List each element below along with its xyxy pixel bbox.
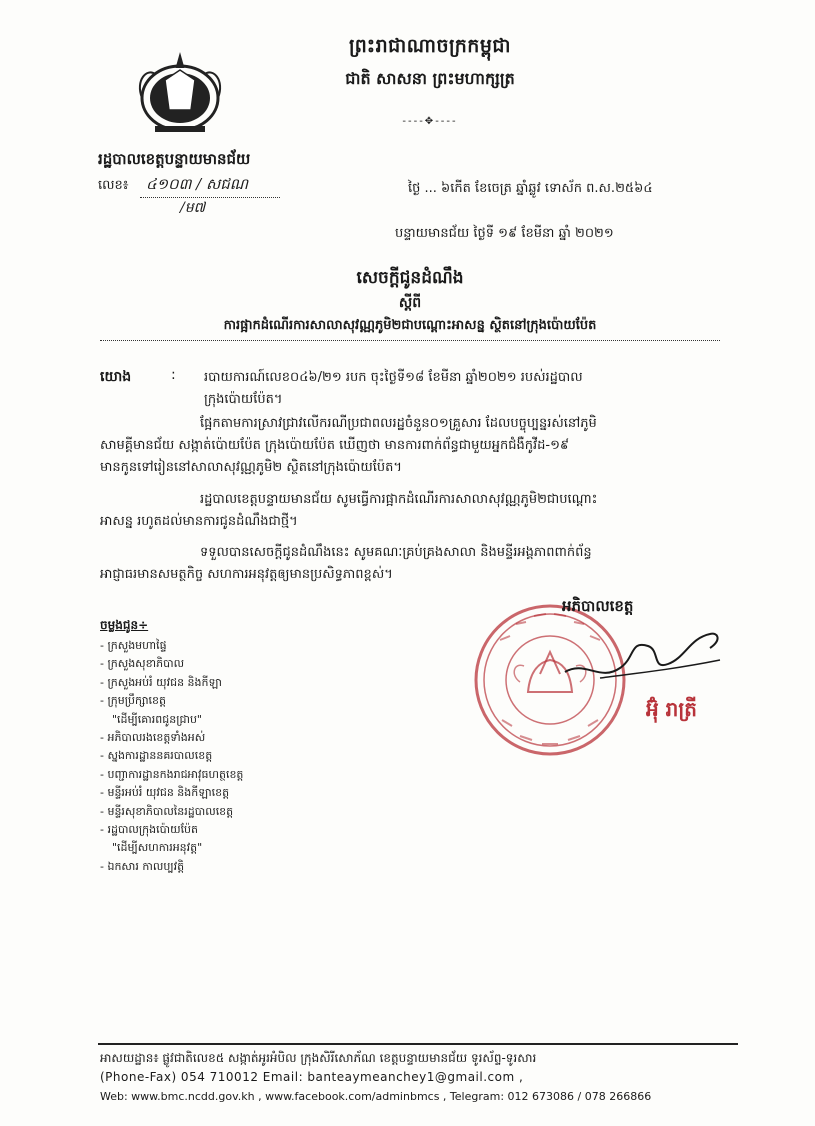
cc-item: - ឯកសារ កាលប្បវត្តិ xyxy=(100,859,185,873)
cc-item-note: "ដើម្បីសហការអនុវត្ត" xyxy=(112,841,203,855)
cc-label: ចម្លងជូន÷ xyxy=(100,618,149,632)
document-title: សេចក្ដីជូនដំណឹង xyxy=(356,268,464,288)
reference-handwritten-note: /ម៧ xyxy=(180,200,206,216)
paragraph-request xyxy=(100,542,740,586)
paragraph-reference xyxy=(100,367,740,411)
paragraph-decision xyxy=(100,489,740,533)
cc-item: - មន្ទីរសុខាភិបាលនៃរដ្ឋបាលខេត្ត xyxy=(100,804,234,818)
signer-title: អភិបាលខេត្ត xyxy=(562,597,634,615)
cc-item-note: "ដើម្បីគោរពជូនជ្រាប" xyxy=(112,712,202,726)
issuing-authority: រដ្ឋបាលខេត្តបន្ទាយមានជ័យ xyxy=(98,150,251,168)
cc-item: - បញ្ជាការដ្ឋានកងរាជអាវុធហត្ថខេត្ត xyxy=(100,767,244,781)
paragraph-line: ទទួលបានសេចក្ដីជូនដំណឹងនេះ សូមគណៈគ្រប់គ្រងសាលា និងមន្ទីរអង្គភាពពាក់ព័ន្ធ xyxy=(200,545,592,560)
handwritten-signature-icon xyxy=(560,620,730,690)
paragraph-findings xyxy=(100,413,740,479)
lunar-date: ថ្ងៃ ... ៦កើត ខែចេត្រ ឆ្នាំឆ្លូវ ទោស័ក ព.ស.២៥៦៤ xyxy=(408,181,653,196)
paragraph-line: មានកូនទៅរៀននៅសាលាសុវណ្ណភូមិ២ ស្ថិតនៅក្រុងប៉ោយប៉ែត។ xyxy=(100,460,402,475)
cc-item: - ក្រុមប្រឹក្សាខេត្ត xyxy=(100,694,167,708)
reference-number: ៤១០៣ / សជណ xyxy=(146,175,249,193)
header-ornament: ----✥---- xyxy=(402,116,458,127)
national-motto: ជាតិ សាសនា ព្រះមហាក្សត្រ xyxy=(345,69,515,88)
paragraph-line: អាជ្ញាធរមានសមត្ថកិច្ច សហការអនុវត្តឲ្យមានប្រសិទ្ធភាពខ្ពស់។ xyxy=(100,567,393,582)
paragraph-line: ផ្អែកតាមការស្រាវជ្រាវលើករណីប្រជាពលរដ្ឋចំនួន០១គ្រួសារ ដែលបច្ចុប្បន្នរស់នៅភូមិ xyxy=(200,416,597,431)
paragraph-line: របាយការណ៍លេខ០៤៦/២១ របក ចុះថ្ងៃទី១៨ ខែមីនា ឆ្នាំ២០២១ របស់រដ្ឋបាល xyxy=(204,370,583,385)
subject-label: ស្ដីពី xyxy=(398,295,422,311)
footer-divider xyxy=(98,1043,738,1045)
paragraph-line: សាមគ្គីមានជ័យ សង្កាត់ប៉ោយប៉ែត ក្រុងប៉ោយប៉ែត ឃើញថា មានការពាក់ព័ន្ធជាមួយអ្នកជំងឺកូវីដ-១៩ xyxy=(100,438,570,453)
paragraph-line: ក្រុងប៉ោយប៉ែត។ xyxy=(204,392,283,407)
reference-label: លេខ៖ xyxy=(98,178,129,193)
document-subject: ការផ្អាកដំណើរការសាលាសុវណ្ណភូមិ២ជាបណ្ដោះអាសន្ន ស្ថិតនៅក្រុងប៉ោយប៉ែត xyxy=(100,317,720,341)
solar-date: បន្ទាយមានជ័យ ថ្ងៃទី ១៩ ខែមីនា ឆ្នាំ ២០២១ xyxy=(395,226,614,241)
footer-web: Web: www.bmc.ncdd.gov.kh , www.facebook.com/adminbmcs , Telegram: 012 673086 / 078 266866 xyxy=(100,1090,652,1103)
cc-item: - មន្ទីរអប់រំ យុវជន និងកីឡាខេត្ត xyxy=(100,786,230,800)
reference-underline xyxy=(140,197,280,198)
provincial-emblem-icon xyxy=(125,40,235,140)
cc-item: - ក្រសួងមហាផ្ទៃ xyxy=(100,639,167,652)
cc-item: - រដ្ឋបាលក្រុងប៉ោយប៉ែត xyxy=(100,823,199,837)
body-reference-label: យោង xyxy=(100,369,132,385)
footer-contact: (Phone-Fax) 054 710012 Email: banteaymeanchey1@gmail.com , xyxy=(100,1070,524,1084)
signer-name: អ៊ុំ រាត្រី xyxy=(646,697,698,721)
body-reference-colon: : xyxy=(171,367,176,383)
footer-address: អាសយដ្ឋាន៖ ផ្លូវជាតិលេខ៥ សង្កាត់អូរអំបិល ក្រុងសិរីសោភ័ណ ខេត្តបន្ទាយមានជ័យ ទូរស័ព្ទ-ទូរសារ xyxy=(100,1051,537,1065)
paragraph-line: រដ្ឋបាលខេត្តបន្ទាយមានជ័យ សូមធ្វើការផ្អាកដំណើរការសាលាសុវណ្ណភូមិ២ជាបណ្ដោះ xyxy=(200,492,598,507)
cc-item: - ស្នងការដ្ឋាននគរបាលខេត្ត xyxy=(100,749,213,763)
kingdom-heading: ព្រះរាជាណាចក្រកម្ពុជា xyxy=(349,35,511,57)
cc-item: - ក្រសួងសុខាភិបាល xyxy=(100,657,185,671)
cc-item: - អភិបាលរងខេត្តទាំងអស់ xyxy=(100,731,206,745)
cc-list xyxy=(100,637,243,876)
cc-item: - ក្រសួងអប់រំ យុវជន និងកីឡា xyxy=(100,675,222,689)
paragraph-line: អាសន្ន រហូតដល់មានការជូនដំណឹងជាថ្មី។ xyxy=(100,514,298,529)
